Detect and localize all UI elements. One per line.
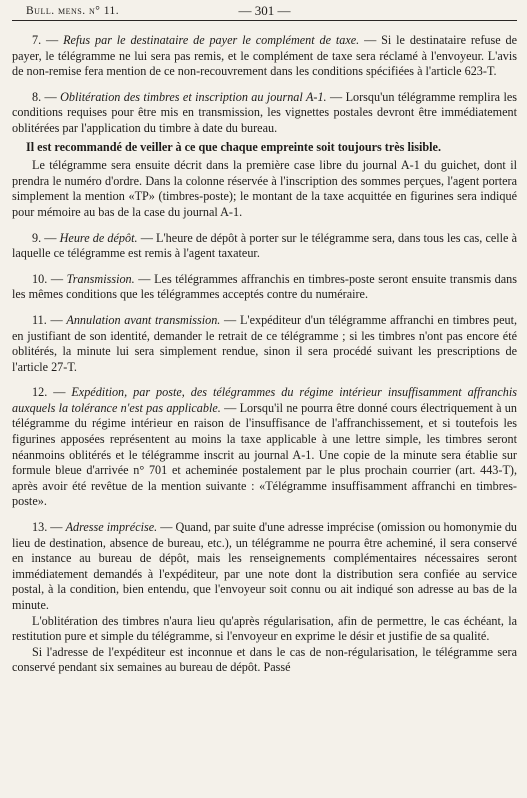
- section-7: [12, 33, 517, 80]
- section-body: L'expéditeur d'un télégramme affranchi en timbres peut, en justifiant de son identité, demander le retrait de ce télégramme ; si les timbres n'ont pas encore été oblitérés, la minute lui sera simplement rendue, sinon il sera procédé suivant les prescriptions de l'article 27-T.: [12, 312, 518, 374]
- stamp-cancellation-paragraph: L'oblitération des timbres n'aura lieu qu'après régularisation, afin de permettre, le cas échéant, la restitution pure et simple du télégramme, si l'envoyeur en exprime le désir et justifie de sa qualité.: [12, 613, 517, 644]
- section-body: L'heure de dépôt à porter sur le télégramme sera, dans tous les cas, celle à laquelle ce télégramme est remis à l'agent taxateur.: [12, 230, 518, 261]
- section-body: Si le destinataire refuse de payer, le télégramme ne lui sera pas remis, et le complément de taxe sera réclamé à l'envoyeur. L'avis de non-remise fera mention de ce non-recouvrement dans les conditions spécifiées à l'article 623-T.: [12, 33, 518, 79]
- recommendation-note: Il est recommandé de veiller à ce que chaque empreinte soit toujours très lisible.: [26, 139, 441, 154]
- unknown-address-paragraph: Si l'adresse de l'expéditeur est inconnue et dans le cas de non-régularisation, le télégramme sera conservé pendant six semaines au bureau de dépôt. Passé: [12, 644, 517, 675]
- section-body: Quand, par suite d'une adresse imprécise (omission ou homonymie du lieu de destination, absence de bureau, etc.), un télégramme ne pourra être acheminé, il sera conservé en instance au bureau de dépôt, mais les renseignements complémentaires nécessaires seront immédiatement demandés à l'expéditeur, par une note dont la distribution sera confiée au service postal, à la condition, bien entendu, que l'envoyeur soit connu ou ait indiqué son adresse au bas de la minute.: [12, 520, 518, 612]
- section-8: [12, 90, 517, 221]
- section-12: [12, 385, 517, 510]
- section-11: [12, 313, 517, 375]
- page-number: — 301 —: [238, 3, 291, 18]
- section-paragraph: 9. — Heure de dépôt. — L'heure de dépôt à porter sur le télégramme sera, dans tous les cas, celle à laquelle ce télégramme est remis à l'agent taxateur.: [12, 230, 518, 261]
- section-body: Les télégrammes affranchis en timbres-poste seront ensuite transmis dans les mêmes conditions que les télégrammes acceptés contre du numéraire.: [12, 271, 518, 302]
- section-title: Annulation avant transmission.: [66, 312, 221, 327]
- section-paragraph: 12. — Expédition, par poste, des télégrammes du régime intérieur insuffisamment affranchis auxquels la tolérance n'est pas applicable. — Lorsqu'il ne pourra être donné cours électriquement à un télégramme du régime intérieur en raison de l'insuffisance de l'affranchissement, et si toutefois les figurines apposées représentent au moins la taxe applicable à une lettre simple, les timbres seront néanmoins oblitérés et le télégramme inscrit au journal A-1. Une copie de la minute sera établie sur formule bleue d'arrivée n° 701 et acheminée postalement par le plus prochain courrier (art. 443-T), après avoir été revêtue de la mention suivante : «Télégramme insuffisamment affranchi en timbres-poste».: [12, 385, 518, 509]
- section-paragraph: 10. — Transmission. — Les télégrammes affranchis en timbres-poste seront ensuite transmis dans les mêmes conditions que les télégrammes acceptés contre du numéraire.: [12, 271, 518, 302]
- section-paragraph: 8. — Oblitération des timbres et inscription au journal A-1. — Lorsqu'un télégramme remplira les conditions requises pour être mis en transmission, les vignettes postales devront être immédiatement oblitérées par l'application du timbre à date du bureau.: [12, 89, 518, 135]
- section-title: Refus par le destinataire de payer le complément de taxe.: [63, 33, 360, 47]
- journal-paragraph: Le télégramme sera ensuite décrit dans la première case libre du journal A-1 du guichet, dont il prendra le numéro d'ordre. Dans la colonne réservée à l'inscription des sommes perçues, l'agent portera simplement la mention «TP» (timbres-poste); le montant de la taxe acquittée en figurines sera indiqué pour mémoire au bas de la case du journal A-1.: [12, 158, 517, 219]
- section-title: Adresse imprécise.: [65, 520, 158, 535]
- section-title: Transmission.: [66, 271, 135, 286]
- section-13: [12, 520, 517, 676]
- section-10: [12, 272, 517, 303]
- section-paragraph: 13. — Adresse imprécise. — Quand, par suite d'une adresse imprécise (omission ou homonymie du lieu de destination, absence de bureau, etc.), un télégramme ne pourra être acheminé, il sera conservé en instance au bureau de dépôt, mais les renseignements complémentaires nécessaires seront immédiatement demandés à l'expéditeur, par une note dont la distribution sera confiée au service postal, à la condition, bien entendu, que l'envoyeur soit connu ou ait indiqué son adresse au bas de la minute.: [12, 520, 518, 612]
- section-paragraph: 7. — Refus par le destinataire de payer le complément de taxe. — Si le destinataire refuse de payer, le télégramme ne lui sera pas remis, et le complément de taxe sera réclamé à l'envoyeur. L'avis de non-remise fera mention de ce non-recouvrement dans les conditions spécifiées à l'article 623-T.: [12, 33, 518, 79]
- page-header: [12, 4, 517, 21]
- section-title: Oblitération des timbres et inscription au journal A-1.: [60, 89, 327, 104]
- bulletin-label: Bull. mens. n° 11.: [26, 5, 120, 17]
- section-9: [12, 231, 517, 262]
- section-body: Lorsqu'il ne pourra être donné cours électriquement à un télégramme du régime intérieur en raison de l'insuffisance de l'affranchissement, et si toutefois les figurines apposées représentent au moins la taxe applicable à une lettre simple, les timbres seront néanmoins oblitérés et le télégramme inscrit au journal A-1. Une copie de la minute sera établie sur formule bleue d'arrivée n° 701 et acheminée postalement par le plus prochain courrier (art. 443-T), après avoir été revêtue de la mention suivante : «Télégramme insuffisamment affranchi en timbres-poste».: [12, 400, 517, 509]
- section-paragraph: 11. — Annulation avant transmission. — L'expéditeur d'un télégramme affranchi en timbres peut, en justifiant de son identité, demander le retrait de ce télégramme ; si les timbres n'ont pas encore été oblitérés, la minute lui sera simplement rendue, sinon il sera procédé suivant les prescriptions de l'article 27-T.: [12, 312, 518, 374]
- section-body: Lorsqu'un télégramme remplira les conditions requises pour être mis en transmission, les vignettes postales devront être immédiatement oblitérées par l'application du timbre à date du bureau.: [12, 89, 518, 135]
- section-title: Expédition, par poste, des télégrammes du régime intérieur insuffisamment affranchis auxquels la tolérance n'est pas applicable.: [12, 385, 518, 415]
- section-title: Heure de dépôt.: [59, 230, 138, 245]
